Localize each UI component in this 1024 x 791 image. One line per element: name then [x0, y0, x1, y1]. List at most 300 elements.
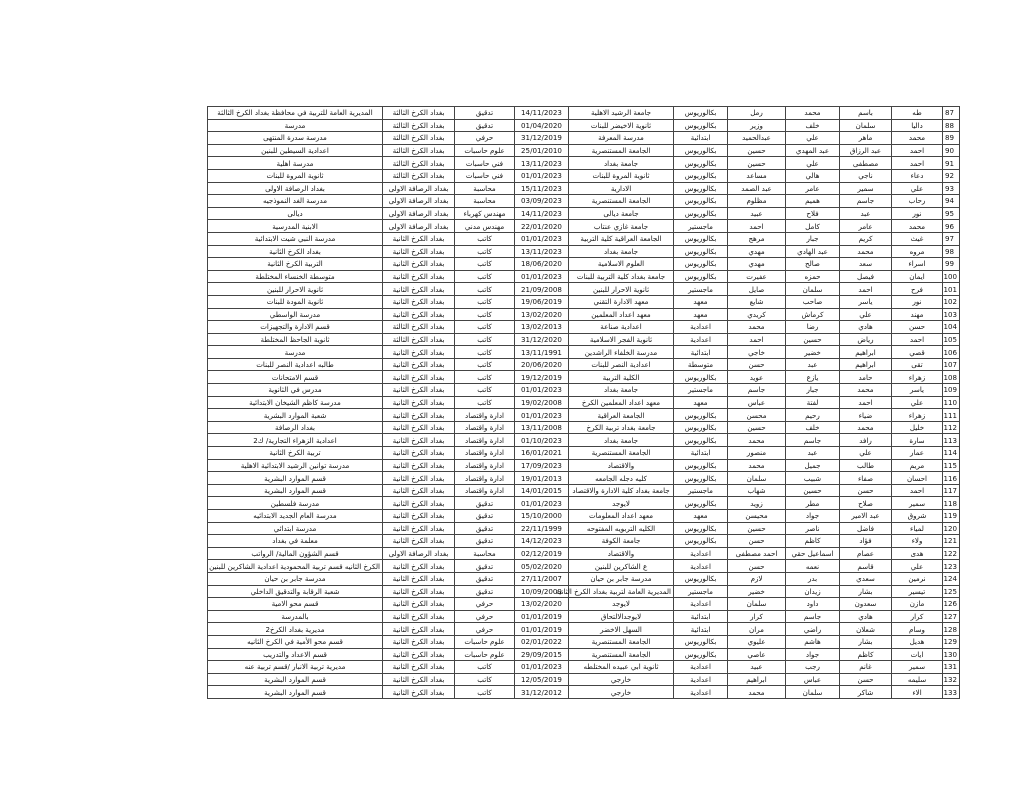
grandfather-name-cell: هاشم: [786, 635, 840, 648]
specialization-cell: محاسبة: [455, 195, 515, 208]
table-row: [208, 648, 960, 661]
row-number-cell: 130: [943, 648, 960, 661]
first-name-cell: مازن: [892, 598, 943, 611]
degree-cell: بكالوريوس: [674, 497, 728, 510]
degree-cell: اعدادية: [674, 686, 728, 699]
date-cell: 01/01/2023: [515, 270, 569, 283]
father-name-cell: ابراهيم: [840, 358, 892, 371]
directorate-cell: بغداد الكرخ الثانية: [383, 535, 455, 548]
first-name-cell: هدى: [892, 547, 943, 560]
father-name-cell: ماهر: [840, 132, 892, 145]
father-name-cell: محمد: [840, 384, 892, 397]
specialization-cell: تدقيق: [455, 572, 515, 585]
row-number-cell: 98: [943, 245, 960, 258]
specialization-cell: كاتب: [455, 346, 515, 359]
table-row: [208, 371, 960, 384]
directorate-cell: بغداد الكرخ الثانية: [383, 409, 455, 422]
fourth-name-cell: عبدالحميد: [728, 132, 786, 145]
row-number-cell: 127: [943, 610, 960, 623]
grandfather-name-cell: اسماعيل حقي: [786, 547, 840, 560]
first-name-cell: مهند: [892, 308, 943, 321]
institution-cell: الجامعة المستنصرية: [569, 195, 674, 208]
father-name-cell: فيصل: [840, 270, 892, 283]
fourth-name-cell: محمد: [728, 459, 786, 472]
institution-cell: جامعة بغداد كلية الادارة والاقتصاد: [569, 484, 674, 497]
degree-cell: بكالوريوس: [674, 572, 728, 585]
father-name-cell: حسن: [840, 484, 892, 497]
father-name-cell: سمير: [840, 182, 892, 195]
workplace-cell: ديالى: [208, 207, 383, 220]
institution-cell: جامعة ديالى: [569, 207, 674, 220]
degree-cell: ابتدائية: [674, 132, 728, 145]
grandfather-name-cell: يازع: [786, 371, 840, 384]
grandfather-name-cell: شبيب: [786, 472, 840, 485]
grandfather-name-cell: علي: [786, 157, 840, 170]
row-number-cell: 106: [943, 346, 960, 359]
institution-cell: جامعة الكوفة: [569, 535, 674, 548]
fourth-name-cell: حسين: [728, 144, 786, 157]
directorate-cell: بغداد الكرخ الثالثة: [383, 157, 455, 170]
institution-cell: ثانوية ابي عبيده المختلطه: [569, 661, 674, 674]
first-name-cell: عمار: [892, 447, 943, 460]
row-number-cell: 115: [943, 459, 960, 472]
specialization-cell: فني حاسبات: [455, 157, 515, 170]
grandfather-name-cell: عبد: [786, 447, 840, 460]
directorate-cell: بغداد الكرخ الثالثة: [383, 119, 455, 132]
fourth-name-cell: احمد: [728, 333, 786, 346]
directorate-cell: بغداد الكرخ الثانية: [383, 686, 455, 699]
specialization-cell: علوم حاسبات: [455, 635, 515, 648]
father-name-cell: شاكر: [840, 686, 892, 699]
date-cell: 01/01/2023: [515, 384, 569, 397]
date-cell: 22/11/1999: [515, 522, 569, 535]
table-row: [208, 434, 960, 447]
fourth-name-cell: ابراهيم: [728, 673, 786, 686]
table-row: [208, 270, 960, 283]
fourth-name-cell: زويد: [728, 497, 786, 510]
father-name-cell: ياسر: [840, 295, 892, 308]
first-name-cell: زهراء: [892, 409, 943, 422]
degree-cell: ماجستير: [674, 220, 728, 233]
date-cell: 13/11/2023: [515, 157, 569, 170]
workplace-cell: معلمة في بغداد: [208, 535, 383, 548]
institution-cell: جامعة بغداد كلية التربية للبنات: [569, 270, 674, 283]
grandfather-name-cell: خلف: [786, 119, 840, 132]
row-number-cell: 90: [943, 144, 960, 157]
first-name-cell: خليل: [892, 421, 943, 434]
date-cell: 13/02/2013: [515, 321, 569, 334]
workplace-cell: متوسطة الخنساء المختلطة: [208, 270, 383, 283]
degree-cell: بكالوريوس: [674, 522, 728, 535]
fourth-name-cell: حسن: [728, 358, 786, 371]
workplace-cell: ثانوية الجاحظ المختلطة: [208, 333, 383, 346]
father-name-cell: باسم: [840, 107, 892, 120]
father-name-cell: ناجي: [840, 169, 892, 182]
date-cell: 01/01/2019: [515, 610, 569, 623]
institution-cell: المديرية العامة لتربية بغداد الكرخ الثانية: [569, 585, 674, 598]
degree-cell: بكالوريوس: [674, 157, 728, 170]
father-name-cell: حسن: [840, 673, 892, 686]
fourth-name-cell: محمد: [728, 434, 786, 447]
specialization-cell: كاتب: [455, 258, 515, 271]
directorate-cell: بغداد الكرخ الثانية: [383, 459, 455, 472]
date-cell: 13/02/2020: [515, 598, 569, 611]
degree-cell: معهد: [674, 308, 728, 321]
father-name-cell: ابراهيم: [840, 346, 892, 359]
workplace-cell: مدرسة الغد النموذجيه: [208, 195, 383, 208]
row-number-cell: 91: [943, 157, 960, 170]
date-cell: 18/06/2020: [515, 258, 569, 271]
table-row: [208, 295, 960, 308]
fourth-name-cell: محمد: [728, 321, 786, 334]
first-name-cell: كرار: [892, 610, 943, 623]
grandfather-name-cell: حمزه: [786, 270, 840, 283]
fourth-name-cell: صايل: [728, 283, 786, 296]
institution-cell: معهد الادارة التقني: [569, 295, 674, 308]
first-name-cell: ولاء: [892, 535, 943, 548]
grandfather-name-cell: نعمه: [786, 560, 840, 573]
institution-cell: الادارية: [569, 182, 674, 195]
row-number-cell: 113: [943, 434, 960, 447]
grandfather-name-cell: هميم: [786, 195, 840, 208]
specialization-cell: محاسبة: [455, 182, 515, 195]
institution-cell: ثانوية الاخيضر للبنات: [569, 119, 674, 132]
grandfather-name-cell: كرماش: [786, 308, 840, 321]
fourth-name-cell: محسن: [728, 409, 786, 422]
degree-cell: بكالوريوس: [674, 635, 728, 648]
workplace-cell: مدرسة العام الجديد الابتدائيه: [208, 510, 383, 523]
grandfather-name-cell: عبد: [786, 358, 840, 371]
directorate-cell: بغداد الكرخ الثانية: [383, 270, 455, 283]
father-name-cell: غانم: [840, 661, 892, 674]
grandfather-name-cell: جبار: [786, 232, 840, 245]
workplace-cell: قسم الاعداد والتدريب: [208, 648, 383, 661]
workplace-cell: قسم الادارة والتجهيزات: [208, 321, 383, 334]
workplace-cell: مدرس في الثانوية: [208, 384, 383, 397]
date-cell: 05/02/2020: [515, 560, 569, 573]
specialization-cell: حرفي: [455, 132, 515, 145]
table-row: [208, 308, 960, 321]
directorate-cell: بغداد الكرخ الثانية: [383, 522, 455, 535]
row-number-cell: 89: [943, 132, 960, 145]
table-row: [208, 245, 960, 258]
father-name-cell: بشار: [840, 585, 892, 598]
row-number-cell: 100: [943, 270, 960, 283]
fourth-name-cell: احمد مصطفى: [728, 547, 786, 560]
table-row: [208, 484, 960, 497]
date-cell: 15/10/2000: [515, 510, 569, 523]
directorate-cell: بغداد الرصافة الاولى: [383, 182, 455, 195]
grandfather-name-cell: مطر: [786, 497, 840, 510]
institution-cell: الجامعة المستنصرية: [569, 447, 674, 460]
fourth-name-cell: حسين: [728, 522, 786, 535]
date-cell: 13/11/1991: [515, 346, 569, 359]
father-name-cell: بشار: [840, 635, 892, 648]
workplace-cell: شعبة الموارد البشرية: [208, 409, 383, 422]
fourth-name-cell: مهدي: [728, 245, 786, 258]
fourth-name-cell: حسن: [728, 560, 786, 573]
directorate-cell: بغداد الكرخ الثانية: [383, 661, 455, 674]
date-cell: 01/01/2023: [515, 409, 569, 422]
table-row: [208, 107, 960, 120]
directorate-cell: بغداد الكرخ الثالثة: [383, 144, 455, 157]
first-name-cell: سمير: [892, 661, 943, 674]
institution-cell: ثانوية الاحرار للبنين: [569, 283, 674, 296]
institution-cell: اعدادية صناعة: [569, 321, 674, 334]
date-cell: 31/12/2020: [515, 333, 569, 346]
father-name-cell: كريم: [840, 232, 892, 245]
fourth-name-cell: مهدي: [728, 258, 786, 271]
date-cell: 01/04/2020: [515, 119, 569, 132]
fourth-name-cell: شهاب: [728, 484, 786, 497]
institution-cell: جامعة بغداد: [569, 157, 674, 170]
row-number-cell: 103: [943, 308, 960, 321]
father-name-cell: كاظم: [840, 648, 892, 661]
specialization-cell: كاتب: [455, 384, 515, 397]
grandfather-name-cell: هالي: [786, 169, 840, 182]
first-name-cell: علي: [892, 182, 943, 195]
workplace-cell: شعبة الرقابة والتدقيق الداخلي: [208, 585, 383, 598]
table-row: [208, 195, 960, 208]
fourth-name-cell: خاجي: [728, 346, 786, 359]
degree-cell: معهد: [674, 510, 728, 523]
father-name-cell: فؤاد: [840, 535, 892, 548]
table-row: [208, 598, 960, 611]
first-name-cell: احمد: [892, 484, 943, 497]
date-cell: 22/01/2020: [515, 220, 569, 233]
degree-cell: اعدادية: [674, 673, 728, 686]
table-row: [208, 497, 960, 510]
specialization-cell: تدقيق: [455, 535, 515, 548]
table-row: [208, 547, 960, 560]
table-row: [208, 232, 960, 245]
date-cell: 20/06/2020: [515, 358, 569, 371]
date-cell: 27/11/2007: [515, 572, 569, 585]
fourth-name-cell: سلمان: [728, 598, 786, 611]
institution-cell: كليه دجله الجامعه: [569, 472, 674, 485]
institution-cell: خارجي: [569, 686, 674, 699]
table-row: [208, 169, 960, 182]
row-number-cell: 107: [943, 358, 960, 371]
fourth-name-cell: عبيد: [728, 207, 786, 220]
father-name-cell: سعدي: [840, 572, 892, 585]
specialization-cell: علوم حاسبات: [455, 144, 515, 157]
degree-cell: معهد: [674, 295, 728, 308]
specialization-cell: تدقيق: [455, 522, 515, 535]
first-name-cell: دعاء: [892, 169, 943, 182]
workplace-cell: التربية الكرخ الثانية: [208, 258, 383, 271]
row-number-cell: 108: [943, 371, 960, 384]
first-name-cell: سارة: [892, 434, 943, 447]
grandfather-name-cell: خلف: [786, 421, 840, 434]
first-name-cell: تقى: [892, 358, 943, 371]
degree-cell: بكالوريوس: [674, 371, 728, 384]
grandfather-name-cell: حسين: [786, 484, 840, 497]
specialization-cell: كاتب: [455, 358, 515, 371]
fourth-name-cell: عفيرت: [728, 270, 786, 283]
directorate-cell: بغداد الكرخ الثانية: [383, 623, 455, 636]
grandfather-name-cell: صاحب: [786, 295, 840, 308]
directorate-cell: بغداد الكرخ الثانية: [383, 232, 455, 245]
institution-cell: جامعة بغداد: [569, 245, 674, 258]
row-number-cell: 110: [943, 396, 960, 409]
first-name-cell: احمد: [892, 157, 943, 170]
directorate-cell: بغداد الرصافة الاولى: [383, 220, 455, 233]
workplace-cell: قسم الامتحانات: [208, 371, 383, 384]
institution-cell: الكليه التربويه المفتوحه: [569, 522, 674, 535]
degree-cell: اعدادية: [674, 321, 728, 334]
directorate-cell: بغداد الكرخ الثانية: [383, 484, 455, 497]
specialization-cell: ادارة واقتصاد: [455, 421, 515, 434]
grandfather-name-cell: بدر: [786, 572, 840, 585]
workplace-cell: قسم الموارد البشرية: [208, 673, 383, 686]
degree-cell: اعدادية: [674, 560, 728, 573]
date-cell: 29/09/2015: [515, 648, 569, 661]
specialization-cell: كاتب: [455, 333, 515, 346]
specialization-cell: تدقيق: [455, 585, 515, 598]
father-name-cell: محمد: [840, 245, 892, 258]
degree-cell: ابتدائية: [674, 623, 728, 636]
first-name-cell: احمد: [892, 333, 943, 346]
date-cell: 13/02/2020: [515, 308, 569, 321]
first-name-cell: طه: [892, 107, 943, 120]
specialization-cell: ادارة واقتصاد: [455, 472, 515, 485]
fourth-name-cell: حسين: [728, 157, 786, 170]
degree-cell: بكالوريوس: [674, 107, 728, 120]
specialization-cell: ادارة واقتصاد: [455, 459, 515, 472]
fourth-name-cell: مظلوم: [728, 195, 786, 208]
fourth-name-cell: محيسن: [728, 510, 786, 523]
specialization-cell: كاتب: [455, 308, 515, 321]
date-cell: 01/10/2023: [515, 434, 569, 447]
father-name-cell: قاسم: [840, 560, 892, 573]
row-number-cell: 104: [943, 321, 960, 334]
institution-cell: جامعة بغداد تربية الكرخ: [569, 421, 674, 434]
institution-cell: ثانوية الفجر الاسلامية: [569, 333, 674, 346]
workplace-cell: ثانوية المروة للبنات: [208, 169, 383, 182]
specialization-cell: حرفي: [455, 610, 515, 623]
grandfather-name-cell: صالح: [786, 258, 840, 271]
degree-cell: بكالوريوس: [674, 472, 728, 485]
table-row: [208, 535, 960, 548]
degree-cell: بكالوريوس: [674, 144, 728, 157]
row-number-cell: 129: [943, 635, 960, 648]
directorate-cell: بغداد الكرخ الثانية: [383, 572, 455, 585]
degree-cell: ماجستير: [674, 484, 728, 497]
table-row: [208, 119, 960, 132]
row-number-cell: 121: [943, 535, 960, 548]
table-row: [208, 472, 960, 485]
grandfather-name-cell: عباس: [786, 673, 840, 686]
workplace-cell: مدرسة سدرة المنتهى: [208, 132, 383, 145]
grandfather-name-cell: رضا: [786, 321, 840, 334]
fourth-name-cell: منصور: [728, 447, 786, 460]
fourth-name-cell: عبيد: [728, 661, 786, 674]
workplace-cell: مدرسة: [208, 346, 383, 359]
first-name-cell: سمير: [892, 497, 943, 510]
first-name-cell: غيث: [892, 232, 943, 245]
date-cell: 01/01/2023: [515, 232, 569, 245]
workplace-cell: تربية الكرخ الثانية: [208, 447, 383, 460]
first-name-cell: ايات: [892, 648, 943, 661]
row-number-cell: 101: [943, 283, 960, 296]
workplace-cell: مدرسة كاظم الشيخان الابتدائية: [208, 396, 383, 409]
directorate-cell: بغداد الكرخ الثانية: [383, 585, 455, 598]
date-cell: 31/12/2012: [515, 686, 569, 699]
father-name-cell: سعد: [840, 258, 892, 271]
workplace-cell: مدرسة الواسطي: [208, 308, 383, 321]
grandfather-name-cell: راضي: [786, 623, 840, 636]
workplace-cell: مدرسة جابر بن حيان: [208, 572, 383, 585]
grandfather-name-cell: عبد المهدي: [786, 144, 840, 157]
institution-cell: مدرسة الخلفاء الراشدين: [569, 346, 674, 359]
specialization-cell: فني حاسبات: [455, 169, 515, 182]
institution-cell: اعدادية النصر للبنات: [569, 358, 674, 371]
grandfather-name-cell: لفتة: [786, 396, 840, 409]
grandfather-name-cell: فلاح: [786, 207, 840, 220]
directorate-cell: بغداد الرصافة الاولى: [383, 195, 455, 208]
row-number-cell: 116: [943, 472, 960, 485]
workplace-cell: قسم الموارد البشرية: [208, 484, 383, 497]
father-name-cell: عامر: [840, 220, 892, 233]
institution-cell: العلوم الاسلامية: [569, 258, 674, 271]
institution-cell: الجامعة المستنصرية: [569, 144, 674, 157]
workplace-cell: ثانوية المودة للبنات: [208, 295, 383, 308]
specialization-cell: كاتب: [455, 661, 515, 674]
table-row: [208, 346, 960, 359]
degree-cell: بكالوريوس: [674, 195, 728, 208]
specialization-cell: كاتب: [455, 295, 515, 308]
table-row: [208, 623, 960, 636]
grandfather-name-cell: رحيم: [786, 409, 840, 422]
date-cell: 16/01/2021: [515, 447, 569, 460]
directorate-cell: بغداد الكرخ الثانية: [383, 447, 455, 460]
institution-cell: السهل الاخضر: [569, 623, 674, 636]
table-row: [208, 283, 960, 296]
date-cell: 19/06/2019: [515, 295, 569, 308]
specialization-cell: كاتب: [455, 396, 515, 409]
workplace-cell: قسم الموارد البشرية: [208, 472, 383, 485]
father-name-cell: شعلان: [840, 623, 892, 636]
table-row: [208, 132, 960, 145]
specialization-cell: ادارة واقتصاد: [455, 409, 515, 422]
father-name-cell: جاسم: [840, 195, 892, 208]
institution-cell: ثانوية المروة للبنات: [569, 169, 674, 182]
first-name-cell: ياسر: [892, 384, 943, 397]
table-row: [208, 421, 960, 434]
degree-cell: ماجستير: [674, 384, 728, 397]
date-cell: 14/11/2023: [515, 107, 569, 120]
degree-cell: ماجستير: [674, 283, 728, 296]
directorate-cell: بغداد الرصافة الاولى: [383, 207, 455, 220]
fourth-name-cell: حسين: [728, 421, 786, 434]
degree-cell: بكالوريوس: [674, 169, 728, 182]
specialization-cell: كاتب: [455, 270, 515, 283]
father-name-cell: عبد الرزاق: [840, 144, 892, 157]
first-name-cell: اسراء: [892, 258, 943, 271]
fourth-name-cell: سلمان: [728, 472, 786, 485]
first-name-cell: حسن: [892, 321, 943, 334]
first-name-cell: مروه: [892, 245, 943, 258]
workplace-cell: مدرسة توانين الرشيد الابتدائية الاهلية: [208, 459, 383, 472]
directorate-cell: بغداد الكرخ الثانية: [383, 610, 455, 623]
institution-cell: الكلية التربية: [569, 371, 674, 384]
grandfather-name-cell: عامر: [786, 182, 840, 195]
institution-cell: معهد اعداد المعلمين الكرخ: [569, 396, 674, 409]
grandfather-name-cell: حسين: [786, 333, 840, 346]
grandfather-name-cell: كاظم: [786, 535, 840, 548]
workplace-cell: المديرية العامة للتربية في محافظة بغداد الكرخ الثالثة: [208, 107, 383, 120]
